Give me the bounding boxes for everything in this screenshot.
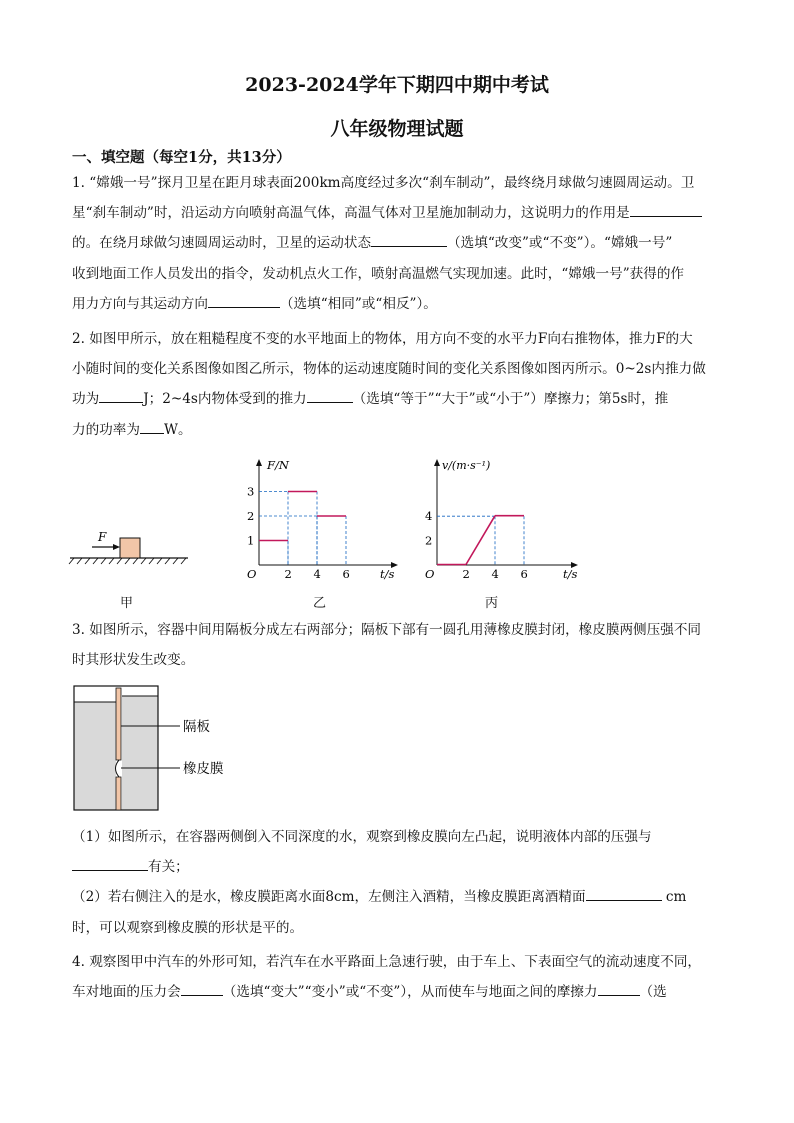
exam-subtitle: 八年级物理试题 xyxy=(330,118,464,140)
y-axis-arrow xyxy=(256,459,262,466)
answer-blank[interactable] xyxy=(140,419,164,434)
q2-line-2: 小随时间的变化关系图像如图乙所示，物体的运动速度随时间的变化关系图像如图丙所示。0~2s内推力做 xyxy=(72,361,706,378)
answer-blank[interactable] xyxy=(99,388,143,403)
x-tick-label: 4 xyxy=(491,567,499,581)
q3-sub2-line-1: （2）若右侧注入的是水，橡皮膜距离水面8cm，左侧注入酒精，当橡皮膜距离酒精面 cm xyxy=(72,882,724,912)
q3-sub1-line-1: （1）如图所示，在容器两侧倒入不同深度的水，观察到橡皮膜向左凸起，说明液体内部的压强与 xyxy=(72,829,652,845)
caption-bing: 丙 xyxy=(485,596,499,611)
y-axis-label: F/N xyxy=(267,458,289,472)
q2-line-3: 功为 J；2~4s内物体受到的推力 （选填“等于”“大于”或“小于”）摩擦力；第5s时，推 xyxy=(72,384,724,414)
q1-line-1: 1. “嫦娥一号”探月卫星在距月球表面200km高度经过多次“刹车制动”，最终绕月球做匀速圆周运动。卫 xyxy=(72,175,695,191)
chart-force-time xyxy=(236,455,406,587)
x-axis-label: t/s xyxy=(563,567,578,581)
origin-label: O xyxy=(247,567,257,581)
caption-jia: 甲 xyxy=(120,596,134,611)
y-axis-label: v/(m·s⁻¹) xyxy=(442,459,491,472)
q2-line-1: 2. 如图甲所示，放在粗糙程度不变的水平地面上的物体，用方向不变的水平力F向右推物体，推力F的大 xyxy=(72,331,693,347)
q4-line-1: 4. 观察图甲中汽车的外形可知，若汽车在水平路面上急速行驶，由于车上、下表面空气的流动速度不同， xyxy=(72,954,702,970)
q3-line-2: 时其形状发生改变。 xyxy=(72,652,195,669)
label-membrane: 橡皮膜 xyxy=(183,761,224,777)
label-partition: 隔板 xyxy=(183,719,210,735)
q1-line-2: 星“刹车制动”时，沿运动方向喷射高温气体，高温气体对卫星施加制动力，这说明力的作用是 xyxy=(72,198,724,228)
partition-upper xyxy=(116,688,121,760)
answer-blank[interactable] xyxy=(598,981,640,996)
x-tick-label: 6 xyxy=(520,567,528,581)
answer-blank[interactable] xyxy=(181,981,223,996)
y-tick-label: 2 xyxy=(247,509,255,523)
section-heading-fill-in: 一、填空题（每空1分，共13分） xyxy=(72,149,291,166)
x-axis-label: t/s xyxy=(380,567,395,581)
block xyxy=(120,538,140,558)
ground-hatch xyxy=(69,558,186,564)
question-4 xyxy=(72,947,724,1007)
x-tick-label: 2 xyxy=(284,567,292,581)
force-arrow-head xyxy=(113,544,120,550)
x-tick-label: 2 xyxy=(462,567,470,581)
x-tick-label: 6 xyxy=(342,567,350,581)
q1-line-3: 的。在绕月球做匀速圆周运动时，卫星的运动状态 （选填“改变”或“不变”）。“嫦娥一号” xyxy=(72,228,724,258)
partition-lower xyxy=(116,777,121,810)
q1-line-4: 收到地面工作人员发出的指令，发动机点火工作，喷射高温燃气实现加速。此时，“嫦娥一号”获得的作 xyxy=(72,265,685,282)
y-tick-label: 2 xyxy=(425,533,433,548)
exam-title: 2023-2024学年下期四中期中考试 xyxy=(245,74,549,96)
force-label: F xyxy=(98,530,107,544)
y-tick-label: 3 xyxy=(247,484,255,499)
q1-line-5: 用力方向与其运动方向 （选填“相同”或“相反”）。 xyxy=(72,289,724,319)
q3-sub2-line-2: 时，可以观察到橡皮膜的形状是平的。 xyxy=(72,919,304,936)
answer-blank[interactable] xyxy=(586,886,662,901)
figure-jia xyxy=(64,520,194,580)
answer-blank[interactable] xyxy=(307,388,353,403)
water-left xyxy=(74,702,116,810)
q2-line-4: 力的功率为 W。 xyxy=(72,415,724,445)
rubber-membrane xyxy=(116,760,120,777)
question-2 xyxy=(72,324,724,445)
caption-yi: 乙 xyxy=(313,596,327,611)
q3-line-1: 3. 如图所示，容器中间用隔板分成左右两部分；隔板下部有一圆孔用薄橡皮膜封闭，橡皮膜两侧压强不同 xyxy=(72,622,702,638)
origin-label: O xyxy=(425,567,435,581)
answer-blank[interactable] xyxy=(630,202,702,217)
chart-velocity-time xyxy=(414,455,586,587)
x-tick-label: 4 xyxy=(313,567,321,581)
container-figure xyxy=(70,682,250,814)
question-3-subparts xyxy=(72,822,724,943)
y-tick-label: 4 xyxy=(425,509,433,524)
y-tick-label: 1 xyxy=(247,533,255,548)
question-3 xyxy=(72,615,724,675)
water-right xyxy=(122,696,158,810)
q3-sub1-line-2: 有关； xyxy=(72,852,724,882)
question-1 xyxy=(72,168,724,319)
answer-blank[interactable] xyxy=(208,293,280,308)
answer-blank[interactable] xyxy=(72,856,148,871)
y-axis-arrow xyxy=(434,459,440,466)
velocity-segment xyxy=(466,516,495,565)
q4-line-2: 车对地面的压力会 （选填“变大”“变小”或“不变”），从而使车与地面之间的摩擦力 （选 xyxy=(72,977,724,1007)
answer-blank[interactable] xyxy=(371,232,447,247)
